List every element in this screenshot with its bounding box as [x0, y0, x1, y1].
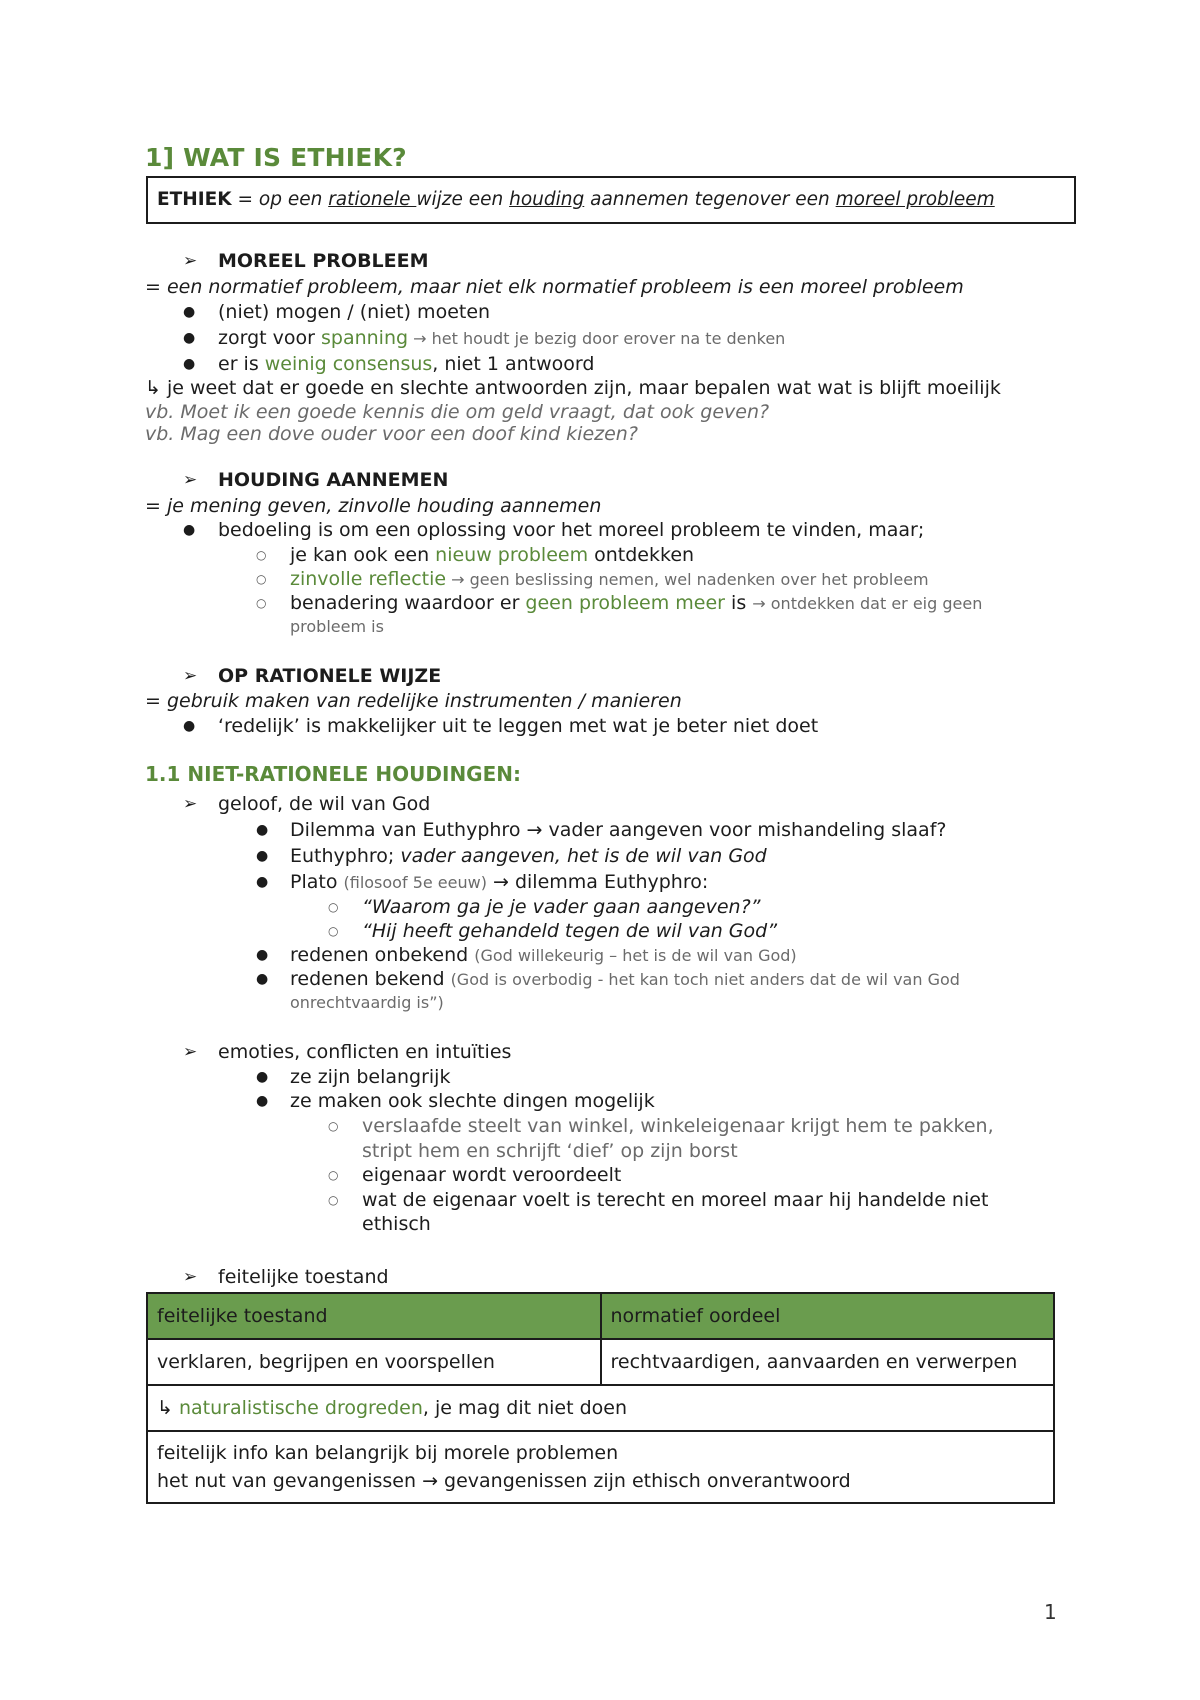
moreel-definition: = een normatief probleem, maar niet elk normatief probleem is een moreel probleem	[145, 276, 964, 298]
geloof-bullet-5: redenen bekend (God is overbodig - het kan toch niet anders dat de wil van God	[290, 968, 960, 990]
houding-heading: HOUDING AANNEMEN	[218, 469, 449, 491]
houding-sub-3-cont: probleem is	[290, 617, 384, 636]
houding-sub-3: benadering waardoor er geen probleem meer is → ontdekken dat er eig geen	[290, 592, 983, 614]
houding-bullet-1: bedoeling is om een oplossing voor het moreel probleem te vinden, maar;	[218, 519, 925, 541]
table-header-cell: feitelijke toestand	[147, 1293, 601, 1339]
bullet-icon: ●	[256, 822, 269, 838]
page-title: 1] WAT IS ETHIEK?	[145, 143, 407, 172]
circle-bullet-icon: ○	[256, 596, 267, 610]
geloof-bullet-4: redenen onbekend (God willekeurig – het is de wil van God)	[290, 944, 797, 966]
table-header-cell: normatief oordeel	[601, 1293, 1055, 1339]
bullet-icon: ●	[183, 330, 196, 346]
moreel-example-1: vb. Moet ik een goede kennis die om geld vraagt, dat ook geven?	[145, 401, 770, 423]
geloof-bullet-1: Dilemma van Euthyphro → vader aangeven voor mishandeling slaaf?	[290, 819, 947, 841]
geloof-bullet-2: Euthyphro; vader aangeven, het is de wil van God	[290, 845, 767, 867]
arrow-bullet-icon: ➢	[183, 666, 198, 686]
moreel-example-2: vb. Mag een dove ouder voor een doof kind kiezen?	[145, 423, 638, 445]
circle-bullet-icon: ○	[328, 1119, 339, 1133]
table-header-row	[147, 1293, 1054, 1339]
definition-term: ETHIEK	[157, 189, 232, 210]
houding-sub-2: zinvolle reflectie → geen beslissing nemen, wel nadenken over het probleem	[290, 568, 929, 590]
page-number: 1	[1044, 1600, 1057, 1624]
table-cell: rechtvaardigen, aanvaarden en verwerpen	[601, 1339, 1055, 1385]
emoties-sub-3: wat de eigenaar voelt is terecht en moreel maar hij handelde niet	[362, 1189, 989, 1211]
emoties-sub-1: verslaafde steelt van winkel, winkeleigenaar krijgt hem te pakken,	[362, 1115, 994, 1137]
rationeel-bullet-1: ‘redelijk’ is makkelijker uit te leggen met wat je beter niet doet	[218, 715, 819, 737]
table-cell: ↳ naturalistische drogreden, je mag dit niet doen	[147, 1385, 1054, 1431]
section-heading: 1.1 NIET-RATIONELE HOUDINGEN:	[145, 762, 521, 786]
emoties-sub-3-cont: ethisch	[362, 1213, 431, 1235]
houding-definition: = je mening geven, zinvolle houding aannemen	[145, 495, 602, 517]
circle-bullet-icon: ○	[328, 924, 339, 938]
table-row	[147, 1385, 1054, 1431]
table-row	[147, 1339, 1054, 1385]
bullet-icon: ●	[183, 304, 196, 320]
emoties-bullet-1: ze zijn belangrijk	[290, 1066, 451, 1088]
bullet-icon: ●	[256, 947, 269, 963]
emoties-heading: emoties, conflicten en intuïties	[218, 1041, 512, 1063]
definition-box: ETHIEK = op een rationele wijze een houding aannemen tegenover een moreel probleem	[146, 176, 1076, 224]
arrow-bullet-icon: ➢	[183, 1042, 198, 1062]
moreel-bullet-3: er is weinig consensus, niet 1 antwoord	[218, 353, 595, 375]
moreel-note: ↳ je weet dat er goede en slechte antwoorden zijn, maar bepalen wat wat is blijft moeilijk	[145, 377, 1001, 399]
bullet-icon: ●	[183, 356, 196, 372]
geloof-bullet-5-cont: onrechtvaardig is”)	[290, 993, 444, 1012]
geloof-bullet-3: Plato (filosoof 5e eeuw) → dilemma Euthyphro:	[290, 871, 709, 893]
emoties-bullet-2: ze maken ook slechte dingen mogelijk	[290, 1090, 655, 1112]
circle-bullet-icon: ○	[328, 900, 339, 914]
circle-bullet-icon: ○	[256, 572, 267, 586]
arrow-bullet-icon: ➢	[183, 251, 198, 271]
plato-quote-2: “Hij heeft gehandeld tegen de wil van God”	[362, 920, 778, 942]
arrow-bullet-icon: ➢	[183, 470, 198, 490]
table-cell: feitelijk info kan belangrijk bij morele problemen het nut van gevangenissen → gevangenissen zijn ethisch onverantwoord	[147, 1431, 1054, 1503]
houding-sub-1: je kan ook een nieuw probleem ontdekken	[290, 544, 695, 566]
circle-bullet-icon: ○	[256, 548, 267, 562]
bullet-icon: ●	[256, 1093, 269, 1109]
bullet-icon: ●	[183, 718, 196, 734]
feitelijk-heading: feitelijke toestand	[218, 1266, 389, 1288]
plato-quote-1: “Waarom ga je je vader gaan aangeven?”	[362, 896, 761, 918]
bullet-icon: ●	[256, 1069, 269, 1085]
emoties-sub-2: eigenaar wordt veroordeelt	[362, 1164, 622, 1186]
bullet-icon: ●	[183, 522, 196, 538]
rationeel-definition: = gebruik maken van redelijke instrumenten / manieren	[145, 690, 682, 712]
moreel-heading: MOREEL PROBLEEM	[218, 250, 429, 272]
moreel-bullet-2: zorgt voor spanning → het houdt je bezig door erover na te denken	[218, 327, 786, 349]
arrow-bullet-icon: ➢	[183, 794, 198, 814]
geloof-heading: geloof, de wil van God	[218, 793, 431, 815]
circle-bullet-icon: ○	[328, 1193, 339, 1207]
emoties-sub-1-cont: stript hem en schrijft ‘dief’ op zijn borst	[362, 1140, 738, 1162]
bullet-icon: ●	[256, 874, 269, 890]
moreel-bullet-1: (niet) mogen / (niet) moeten	[218, 301, 491, 323]
bullet-icon: ●	[256, 848, 269, 864]
comparison-table	[146, 1292, 1055, 1504]
circle-bullet-icon: ○	[328, 1168, 339, 1182]
table-row	[147, 1431, 1054, 1503]
bullet-icon: ●	[256, 971, 269, 987]
table-cell: verklaren, begrijpen en voorspellen	[147, 1339, 601, 1385]
rationeel-heading: OP RATIONELE WIJZE	[218, 665, 442, 687]
arrow-bullet-icon: ➢	[183, 1267, 198, 1287]
